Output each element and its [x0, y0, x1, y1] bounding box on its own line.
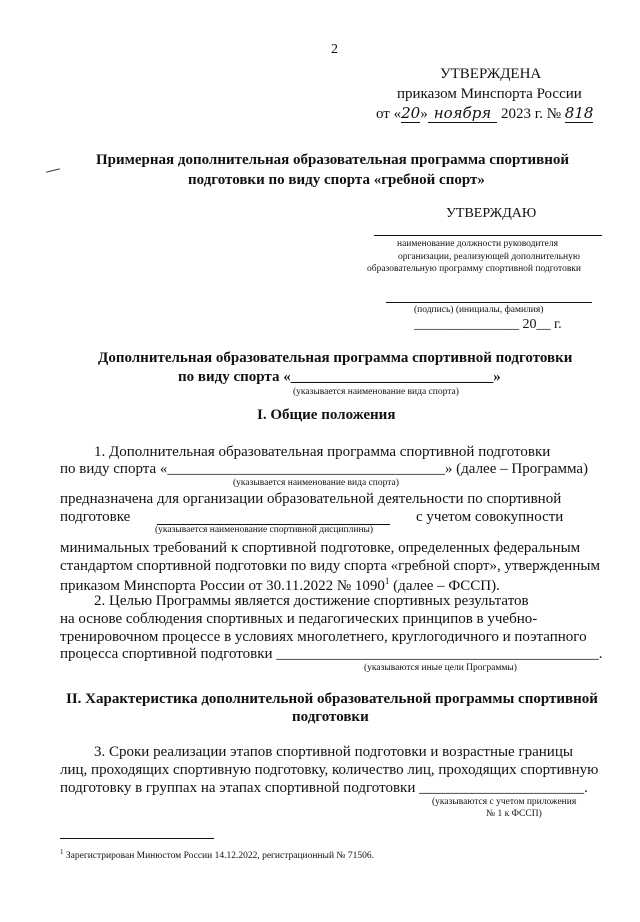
section-2-heading-line2: подготовки: [292, 709, 369, 725]
p1-line7b: (далее – ФССП).: [389, 578, 500, 594]
approve-line: [374, 235, 602, 236]
p3-hint1: (указываются с учетом приложения: [432, 797, 577, 807]
p1-line1: 1. Дополнительная образовательная программа спортивной подготовки: [94, 444, 551, 460]
p1-line3: предназначена для организации образовательной деятельности по спортивной: [60, 491, 562, 507]
date-month: ноября: [428, 104, 498, 123]
program-title-line2: по виду спорта «___________________________»: [178, 369, 501, 385]
approval-by: приказом Минспорта России: [397, 86, 582, 102]
date-mid: »: [420, 106, 428, 122]
section-2-heading-line1: II. Характеристика дополнительной образовательной программы спортивной: [66, 691, 598, 707]
approval-date: [376, 104, 593, 123]
p2-line1: 2. Целью Программы является достижение спортивных результатов: [94, 593, 529, 609]
p1-hint1: (указывается наименование вида спорта): [233, 478, 399, 488]
p2-line3: тренировочном процессе в условиях многолетнего, круглогодичного и поэтапного: [60, 629, 587, 645]
footnote-ref: 1: [384, 576, 390, 586]
signature-line: [386, 302, 592, 303]
p3-hint2: № 1 к ФССП): [486, 809, 542, 819]
pen-mark: [46, 168, 60, 172]
order-number: 818: [564, 104, 594, 122]
approval-title: УТВЕРЖДЕНА: [440, 66, 542, 82]
date-prefix: от «: [376, 106, 402, 122]
program-title-hint: (указывается наименование вида спорта): [293, 387, 459, 397]
date-day: 20: [401, 104, 421, 122]
p1-line7a: приказом Минспорта России от 30.11.2022 № 1090: [60, 578, 385, 594]
footnote-mark: 1: [60, 848, 64, 856]
p2-line4: процесса спортивной подготовки ___________________________________________.: [60, 646, 603, 662]
page-number: 2: [331, 42, 338, 57]
approve-label: УТВЕРЖДАЮ: [446, 206, 537, 221]
p1-line5: минимальных требований к спортивной подготовке, определенных федеральным: [60, 540, 581, 556]
p1-line4a: подготовке: [60, 509, 131, 525]
p1-line4b: с учетом совокупности: [416, 509, 564, 525]
section-1-heading: I. Общие положения: [257, 407, 396, 423]
p3-line2: лиц, проходящих спортивную подготовку, количество лиц, проходящих спортивную: [60, 762, 599, 778]
date-year: 2023 г. №: [501, 106, 562, 122]
approve-hint3: образовательную программу спортивной подготовки: [367, 264, 582, 274]
approve-hint1: наименование должности руководителя: [397, 239, 558, 249]
p2-line2: на основе соблюдения спортивных и педагогических принципов в учебно-: [60, 611, 538, 627]
program-title-line1: Дополнительная образовательная программа спортивной подготовки: [98, 350, 573, 366]
p1-hint2: (указывается наименование спортивной дисциплины): [155, 525, 374, 535]
p2-hint: (указываются иные цели Программы): [364, 663, 517, 673]
approve-hint2: организации, реализующей дополнительную: [398, 252, 580, 262]
footnote-text: Зарегистрирован Минюстом России 14.12.2022, регистрационный № 71506.: [63, 851, 374, 862]
p1-line6: стандартом спортивной подготовки по виду спорта «гребной спорт», утвержденным: [60, 558, 600, 574]
approve-date-line: _______________ 20__ г.: [414, 317, 562, 332]
signature-hint: (подпись) (инициалы, фамилия): [414, 305, 544, 315]
footnote: [60, 848, 374, 861]
p1-line2: по виду спорта «_____________________________________» (далее – Программа): [60, 461, 589, 477]
p3-line3: подготовку в группах на этапах спортивной подготовки ______________________.: [60, 780, 588, 796]
doc-title-line1: Примерная дополнительная образовательная программа спортивной: [96, 152, 570, 168]
doc-title-line2: подготовки по виду спорта «гребной спорт»: [188, 172, 485, 188]
footnote-separator: [60, 838, 214, 839]
p3-line1: 3. Сроки реализации этапов спортивной подготовки и возрастные границы: [94, 744, 573, 760]
